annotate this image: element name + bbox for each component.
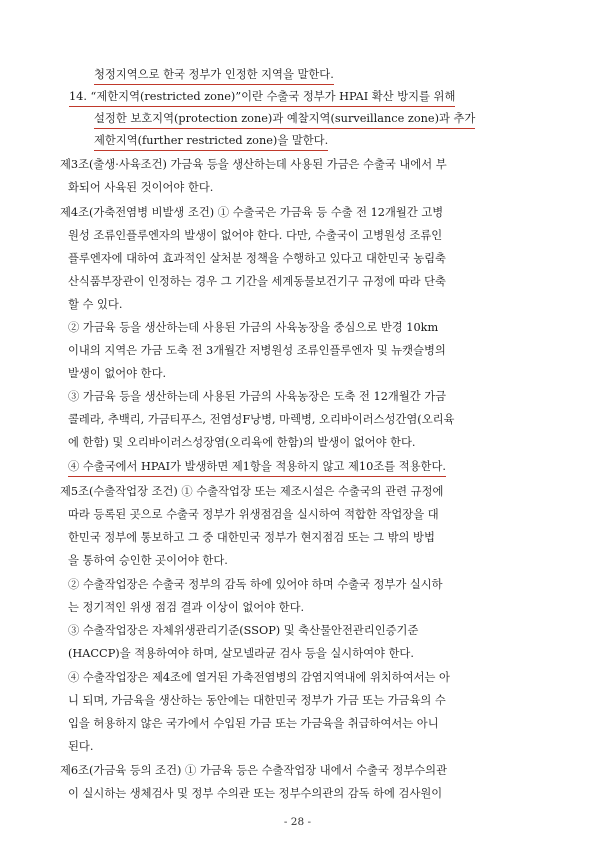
- text-line: [60, 484, 443, 500]
- text-line: [68, 180, 213, 196]
- text-line: [68, 693, 446, 709]
- text-line: [68, 459, 446, 477]
- line-text: 제5조(수출작업장 조건) ① 수출작업장 또는 제조시설은 수출국의 관련 규정에: [60, 485, 444, 498]
- line-text: ④ 수출국에서 HPAI가 발생하면 제1항을 적용하지 않고 제10조를 적용한다.: [68, 459, 446, 477]
- text-line: [68, 320, 438, 336]
- text-line: [68, 343, 446, 359]
- text-line: [68, 530, 435, 546]
- text-line: [68, 274, 446, 290]
- line-text: 제6조(가금육 등의 조건) ① 가금육 등은 수출작업장 내에서 수출국 정부수의관: [60, 764, 448, 777]
- line-text: ② 수출작업장은 수출국 정부의 감독 하에 있어야 하며 수출국 정부가 실시하: [68, 578, 443, 591]
- line-text: 발생이 없어야 한다.: [68, 367, 167, 380]
- text-line: [69, 89, 455, 107]
- text-line: [94, 133, 328, 151]
- text-line: [68, 228, 442, 244]
- text-line: [68, 435, 416, 451]
- text-line: [94, 111, 475, 129]
- line-text: 제4조(가축전염병 비발생 조건) ① 수출국은 가금육 등 수출 전 12개월간 고병: [60, 206, 444, 219]
- line-text: 화되어 사육된 것이어야 한다.: [68, 181, 214, 194]
- text-line: [68, 646, 414, 662]
- line-text: 한민국 정부에 통보하고 그 중 대한민국 정부가 현지점검 또는 그 밖의 방법: [68, 531, 435, 544]
- text-line: [68, 577, 443, 593]
- line-text: 설정한 보호지역(protection zone)과 예찰지역(surveillance zone)과 추가: [94, 111, 475, 129]
- line-text: 입을 허용하지 않은 국가에서 수입된 가금 또는 가금육을 취급하여서는 아니: [68, 717, 439, 730]
- line-text: 플루엔자에 대하여 효과적인 살처분 정책을 수행하고 있다고 대한민국 농림축: [68, 252, 446, 265]
- line-text: 에 한함) 및 오리바이러스성장염(오리육에 한함)의 발생이 없어야 한다.: [68, 436, 416, 449]
- text-line: [60, 205, 443, 221]
- line-text: 된다.: [68, 740, 94, 753]
- text-line: [68, 366, 166, 382]
- text-line: [60, 763, 447, 779]
- line-text: 는 정기적인 위생 점검 결과 이상이 없어야 한다.: [68, 601, 305, 614]
- line-text: 따라 등록된 곳으로 수출국 정부가 위생점검을 실시하여 적합한 작업장을 대: [68, 508, 439, 521]
- line-text: 을 통하여 승인한 곳이어야 한다.: [68, 554, 228, 567]
- text-line: [60, 157, 447, 173]
- line-text: (HACCP)을 적용하여야 하며, 살모넬라균 검사 등을 실시하여야 한다.: [68, 647, 414, 660]
- page-number: - 28 -: [283, 816, 312, 828]
- text-line: [68, 623, 418, 639]
- line-text: ② 가금육 등을 생산하는데 사용된 가금의 사육농장을 중심으로 반경 10km: [68, 321, 439, 334]
- text-line: [94, 67, 334, 85]
- line-text: ③ 가금육 등을 생산하는데 사용된 가금의 사육농장은 도축 전 12개월간 가금: [68, 390, 447, 403]
- text-line: [68, 251, 446, 267]
- text-line: [68, 297, 122, 313]
- line-text: 이 실시하는 생체검사 및 정부 수의관 또는 정부수의관의 감독 하에 검사원이: [68, 787, 443, 800]
- line-text: 제한지역(further restricted zone)을 말한다.: [94, 133, 328, 151]
- text-line: [68, 786, 442, 802]
- line-text: 콜레라, 추백리, 가금티푸스, 전염성F낭병, 마렉병, 오리바이러스성간염(오리육: [68, 413, 455, 426]
- line-text: 14. “제한지역(restricted zone)”이란 수출국 정부가 HPAI 확산 방지를 위해: [69, 89, 455, 107]
- text-line: [68, 600, 304, 616]
- text-line: [68, 716, 439, 732]
- line-text: 청정지역으로 한국 정부가 인정한 지역을 말한다.: [94, 67, 334, 85]
- text-line: [68, 507, 439, 523]
- line-text: 산식품부장관이 인정하는 경우 그 기간을 세계동물보건기구 규정에 따라 단축: [68, 275, 446, 288]
- line-text: ④ 수출작업장은 제4조에 열거된 가축전염병의 감염지역내에 위치하여서는 아: [68, 671, 450, 684]
- text-line: [68, 553, 228, 569]
- line-text: 이내의 지역은 가금 도축 전 3개월간 저병원성 조류인플루엔자 및 뉴캣슬병의: [68, 344, 446, 357]
- text-line: [68, 412, 454, 428]
- line-text: 제3조(출생·사육조건) 가금육 등을 생산하는데 사용된 가금은 수출국 내에서 부: [60, 158, 447, 171]
- text-line: [68, 670, 450, 686]
- text-line: [68, 389, 446, 405]
- line-text: 니 되며, 가금육을 생산하는 동안에는 대한민국 정부가 가금 또는 가금육의 수: [68, 694, 446, 707]
- text-line: [68, 739, 93, 755]
- line-text: ③ 수출작업장은 자체위생관리기준(SSOP) 및 축산물안전관리인증기준: [68, 624, 419, 637]
- line-text: 원성 조류인플루엔자의 발생이 없어야 한다. 다만, 수출국이 고병원성 조류인: [68, 229, 443, 242]
- line-text: 할 수 있다.: [68, 298, 123, 311]
